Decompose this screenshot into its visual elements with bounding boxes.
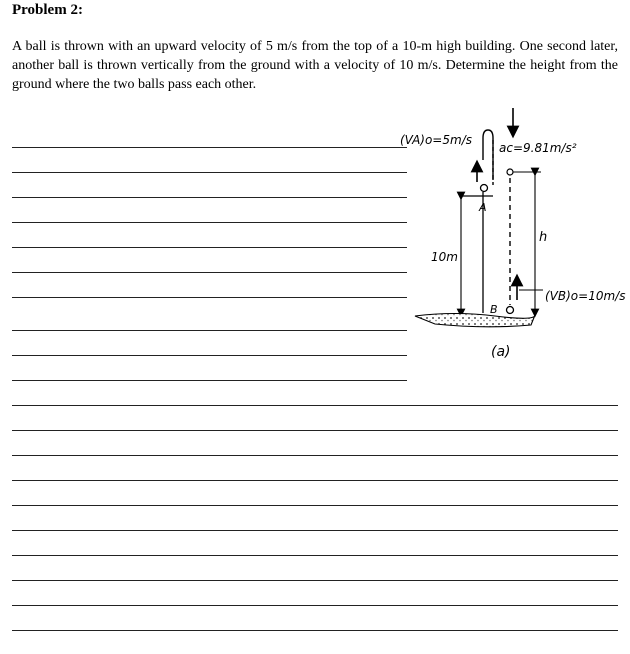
label-a: A <box>479 201 487 214</box>
answer-line <box>12 355 407 356</box>
figure-caption: (a) <box>491 344 511 360</box>
answer-line <box>12 455 618 456</box>
problem-statement: A ball is thrown with an upward velocity of 5 m/s from the top of a 10-m high building. One second later, another ball is thrown vertically from the ground with a velocity of 10 m/s. Determine the height from the ground where the two balls pass each other. <box>12 39 618 92</box>
problem-title: Problem 2: <box>12 2 83 18</box>
answer-line <box>12 172 407 173</box>
answer-line <box>12 555 618 556</box>
ball-meet-point <box>507 169 513 175</box>
answer-line <box>12 330 407 331</box>
ball-a-trajectory-loop <box>483 130 493 180</box>
answer-line <box>12 197 407 198</box>
answer-line <box>12 605 618 606</box>
answer-line <box>12 430 618 431</box>
answer-line <box>12 272 407 273</box>
ball-a <box>481 185 488 192</box>
answer-line <box>12 505 618 506</box>
label-ac: ac=9.81m/s² <box>499 141 577 155</box>
ball-b <box>507 307 514 314</box>
label-vb: (VB)o=10m/s <box>545 289 626 303</box>
ground <box>415 314 535 327</box>
label-h: h <box>539 230 548 245</box>
label-b: B <box>490 303 498 316</box>
answer-line <box>12 480 618 481</box>
answer-line <box>12 405 618 406</box>
answer-line <box>12 630 618 631</box>
answer-line <box>12 297 407 298</box>
problem-figure <box>395 100 630 370</box>
answer-line <box>12 147 407 148</box>
answer-line <box>12 380 407 381</box>
answer-line <box>12 580 618 581</box>
label-va: (VA)o=5m/s <box>400 133 472 147</box>
answer-line <box>12 530 618 531</box>
answer-line <box>12 247 407 248</box>
answer-line <box>12 222 407 223</box>
label-10m: 10m <box>431 250 458 264</box>
